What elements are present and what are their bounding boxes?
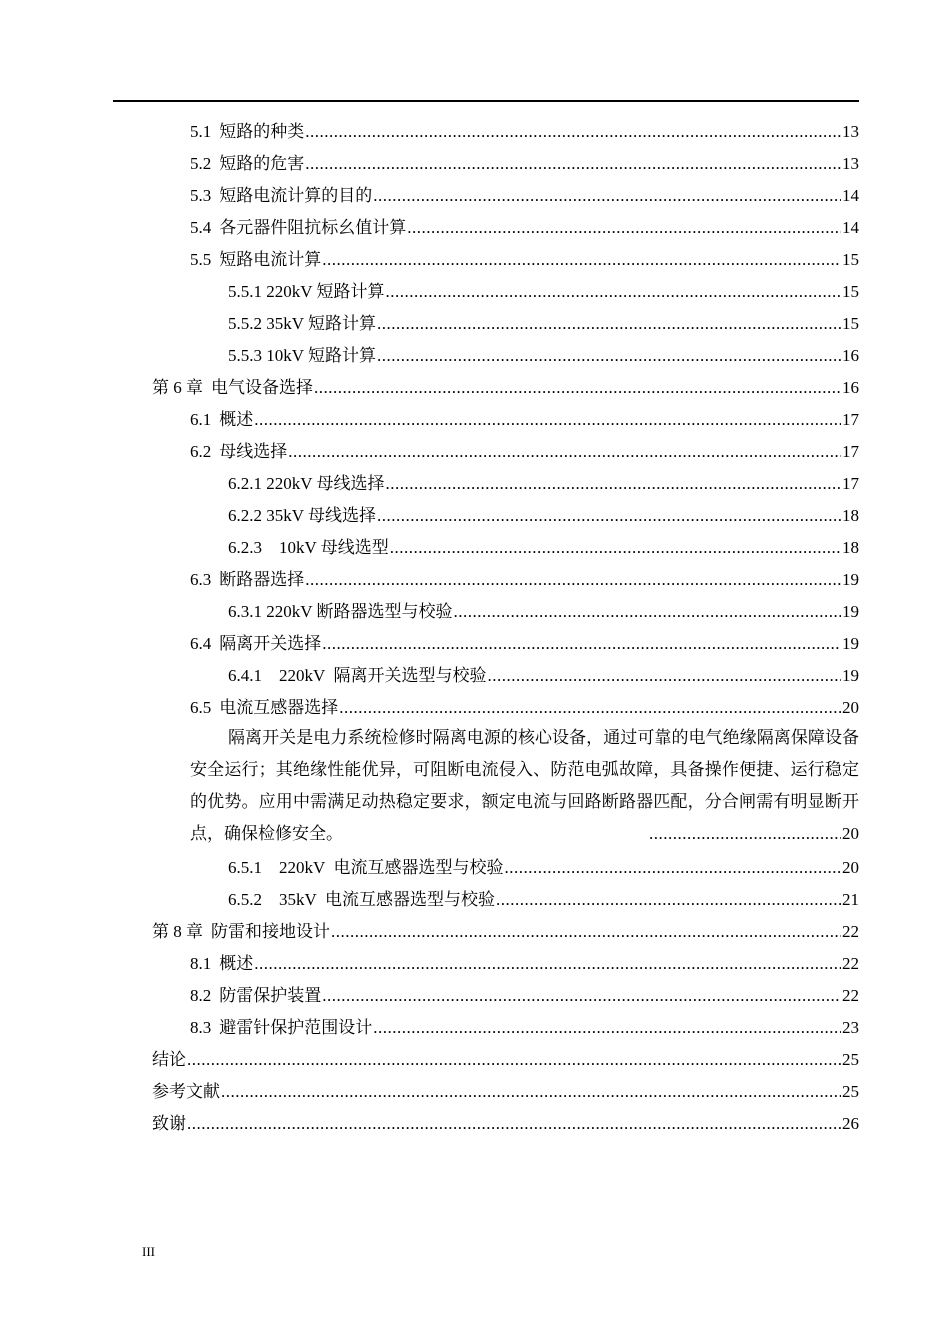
toc-entry-title: 参考文献: [152, 1082, 220, 1101]
toc-entry-number: 6.1: [190, 410, 212, 429]
toc-entry[interactable]: [228, 532, 859, 564]
leader-dots: [390, 532, 841, 564]
paragraph-page-number: 20: [842, 824, 859, 843]
leader-dots: [322, 244, 841, 276]
toc-entry-page-number: 17: [842, 410, 859, 429]
toc-entry-title: 短路的危害: [219, 154, 305, 173]
toc-entry-title: 概述: [219, 954, 254, 973]
toc-entry-page-number: 18: [842, 506, 859, 525]
leader-dots: [322, 980, 841, 1012]
toc-entry[interactable]: [190, 244, 859, 276]
toc-entry-number: 5.2: [190, 154, 212, 173]
toc-entry-number: 第 6 章: [152, 378, 203, 397]
toc-entry[interactable]: [228, 500, 859, 532]
toc-entry[interactable]: [228, 468, 859, 500]
leader-dots: [305, 564, 841, 596]
toc-entry-title: 6.5.1 220kV 电流互感器选型与校验: [228, 858, 504, 877]
toc-entry-page-number: 17: [842, 442, 859, 461]
toc-entry-number: 5.1: [190, 122, 212, 141]
toc-entry[interactable]: [228, 596, 859, 628]
leader-dots: [305, 148, 841, 180]
toc-entry-page-number: 25: [842, 1082, 859, 1101]
toc-entry-number: 8.1: [190, 954, 212, 973]
leader-dots: [407, 212, 841, 244]
toc-entry-page-number: 22: [842, 986, 859, 1005]
toc-entry-title: 各元器件阻抗标幺值计算: [219, 218, 407, 237]
toc-entry-page-number: 20: [842, 858, 859, 877]
leader-dots: [187, 1044, 841, 1076]
toc-entry[interactable]: [190, 1012, 859, 1044]
toc-entry[interactable]: [190, 948, 859, 980]
toc-entry-page-number: 19: [842, 570, 859, 589]
toc-entry-title: 隔离开关选择: [219, 634, 322, 653]
leader-dots: [373, 180, 841, 212]
toc-entry-number: 6.5: [190, 698, 212, 717]
toc-entry[interactable]: [190, 212, 859, 244]
toc-entry-page-number: 20: [842, 698, 859, 717]
toc-entry[interactable]: [190, 148, 859, 180]
header-rule: [113, 100, 859, 102]
toc-paragraph: [190, 722, 859, 850]
toc-entry-title: 电气设备选择: [211, 378, 313, 397]
toc-entry-number: 6.4: [190, 634, 212, 653]
toc-entry-page-number: 19: [842, 634, 859, 653]
leader-dots: [377, 340, 841, 372]
toc-entry[interactable]: [152, 372, 859, 404]
toc-entry-page-number: 22: [842, 954, 859, 973]
leader-dots: [487, 660, 841, 692]
toc-entry-page-number: 21: [842, 890, 859, 909]
leader-dots: [504, 852, 841, 884]
leader-dots: [339, 692, 841, 724]
toc-entry-title: 6.5.2 35kV 电流互感器选型与校验: [228, 890, 495, 909]
toc-entry-page-number: 18: [842, 538, 859, 557]
toc-entry-number: 5.5: [190, 250, 212, 269]
toc-entry-number: 6.3: [190, 570, 212, 589]
toc-entry-page-number: 25: [842, 1050, 859, 1069]
toc-entry-title: 6.2.3 10kV 母线选型: [228, 538, 389, 557]
leader-dots: [377, 308, 841, 340]
leader-dots: [305, 116, 841, 148]
leader-dots: [453, 596, 841, 628]
toc-entry-page-number: 26: [842, 1114, 859, 1133]
toc-entry-title: 电流互感器选择: [219, 698, 339, 717]
leader-dots: [373, 1012, 841, 1044]
leader-dots: [649, 818, 841, 850]
toc-entry-page-number: 13: [842, 154, 859, 173]
toc-entry[interactable]: [152, 1076, 859, 1108]
paragraph-text: 隔离开关是电力系统检修时隔离电源的核心设备，通过可靠的电气绝缘隔离保障设备安全运行；其绝缘性能优异，可阻断电流侵入、防范电弧故障，具备操作便捷、运行稳定的优势。应用中需满足动热稳定要求，额定电流与回路断路器匹配，分合闸需有明显断开点，确保检修安全。: [190, 728, 859, 843]
toc-entry-number: 5.4: [190, 218, 212, 237]
toc-entry-page-number: 16: [842, 346, 859, 365]
toc-entry[interactable]: [152, 1108, 859, 1140]
leader-dots: [221, 1076, 841, 1108]
toc-entry[interactable]: [190, 980, 859, 1012]
toc-entry-title: 短路电流计算的目的: [219, 186, 373, 205]
leader-dots: [314, 372, 841, 404]
toc-entry[interactable]: [152, 916, 859, 948]
toc-entry-page-number: 16: [842, 378, 859, 397]
toc-entry[interactable]: [152, 1044, 859, 1076]
toc-entry-number: 8.2: [190, 986, 212, 1005]
toc-entry-page-number: 14: [842, 186, 859, 205]
toc-entry[interactable]: [190, 628, 859, 660]
toc-entry[interactable]: [190, 116, 859, 148]
toc-entry-title: 短路电流计算: [219, 250, 322, 269]
toc-entry-title: 概述: [219, 410, 254, 429]
leader-dots: [377, 500, 841, 532]
leader-dots: [288, 436, 841, 468]
leader-dots: [331, 916, 841, 948]
toc-entry[interactable]: [228, 308, 859, 340]
toc-entry[interactable]: [228, 660, 859, 692]
toc-entry-page-number: 19: [842, 666, 859, 685]
leader-dots: [385, 468, 841, 500]
toc-entry-page-number: 22: [842, 922, 859, 941]
toc-entry-title: 5.5.3 10kV 短路计算: [228, 346, 376, 365]
leader-dots: [254, 404, 841, 436]
toc-entry-number: 5.3: [190, 186, 212, 205]
toc-entry-number: 8.3: [190, 1018, 212, 1037]
toc-entry-page-number: 17: [842, 474, 859, 493]
toc-entry-title: 防雷和接地设计: [211, 922, 330, 941]
toc-entry-page-number: 15: [842, 282, 859, 301]
toc-entry-title: 结论: [152, 1050, 186, 1069]
toc-entry-title: 6.3.1 220kV 断路器选型与校验: [228, 602, 453, 621]
toc-entry[interactable]: [228, 276, 859, 308]
toc-entry-title: 6.2.1 220kV 母线选择: [228, 474, 385, 493]
toc-entry-page-number: 15: [842, 250, 859, 269]
toc-entry-title: 断路器选择: [219, 570, 305, 589]
leader-dots: [385, 276, 841, 308]
toc-entry[interactable]: [190, 404, 859, 436]
footer-page-label: III: [142, 1244, 155, 1259]
toc-entry-page-number: 15: [842, 314, 859, 333]
leader-dots: [187, 1108, 841, 1140]
toc-entry[interactable]: [190, 180, 859, 212]
toc-entry[interactable]: [190, 436, 859, 468]
toc-entry-title: 防雷保护装置: [219, 986, 322, 1005]
toc-entry-title: 避雷针保护范围设计: [219, 1018, 373, 1037]
leader-dots: [254, 948, 841, 980]
toc-entry-page-number: 23: [842, 1018, 859, 1037]
toc-entry[interactable]: [190, 692, 859, 724]
toc-entry-title: 5.5.2 35kV 短路计算: [228, 314, 376, 333]
toc-entry[interactable]: [228, 884, 859, 916]
toc-entry-page-number: 19: [842, 602, 859, 621]
leader-dots: [322, 628, 841, 660]
toc-entry-title: 6.2.2 35kV 母线选择: [228, 506, 376, 525]
toc-entry[interactable]: [190, 564, 859, 596]
toc-entry-number: 6.2: [190, 442, 212, 461]
toc-entry-title: 6.4.1 220kV 隔离开关选型与校验: [228, 666, 487, 685]
toc-entry[interactable]: [228, 340, 859, 372]
toc-entry-title: 母线选择: [219, 442, 288, 461]
toc-entry-title: 5.5.1 220kV 短路计算: [228, 282, 385, 301]
toc-entry-number: 第 8 章: [152, 922, 203, 941]
toc-entry-title: 致谢: [152, 1114, 186, 1133]
toc-entry-title: 短路的种类: [219, 122, 305, 141]
leader-dots: [496, 884, 841, 916]
toc-entry-page-number: 13: [842, 122, 859, 141]
toc-entry-page-number: 14: [842, 218, 859, 237]
toc-entry[interactable]: [228, 852, 859, 884]
